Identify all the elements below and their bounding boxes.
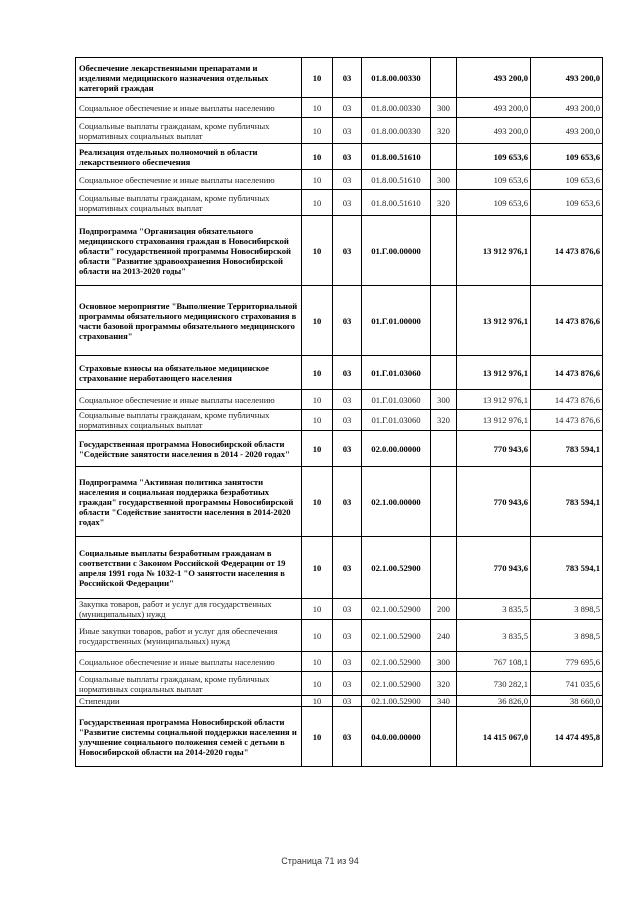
cell-amount-year1: 770 943,6 (457, 431, 531, 467)
table-row (76, 696, 603, 707)
cell-amount-year1: 13 912 976,1 (457, 390, 531, 410)
cell-expense-type: 320 (431, 672, 457, 696)
cell-target-article: 02.1.00.52900 (362, 672, 431, 696)
cell-amount-year1: 770 943,6 (457, 467, 531, 537)
cell-amount-year1: 36 826,0 (457, 696, 531, 707)
cell-section: 10 (302, 672, 333, 696)
cell-expense-type (431, 286, 457, 356)
cell-amount-year1: 493 200,0 (457, 98, 531, 118)
cell-expense-type: 340 (431, 696, 457, 707)
cell-section: 10 (302, 431, 333, 467)
cell-name: Государственная программа Новосибирской области "Содействие занятости населения в 2014 - 2020 годах" (76, 431, 302, 467)
cell-target-article: 02.1.00.52900 (362, 599, 431, 620)
table-row (76, 286, 603, 356)
cell-amount-year1: 109 653,6 (457, 170, 531, 190)
cell-target-article: 01.Г.01.03060 (362, 356, 431, 390)
cell-amount-year1: 3 835,5 (457, 620, 531, 652)
table-body (76, 58, 603, 767)
cell-amount-year1: 493 200,0 (457, 58, 531, 98)
cell-amount-year2: 3 898,5 (531, 599, 603, 620)
table-row (76, 144, 603, 170)
cell-subsection: 03 (333, 431, 362, 467)
cell-target-article: 01.Г.01.03060 (362, 390, 431, 410)
cell-expense-type: 300 (431, 390, 457, 410)
cell-name: Реализация отдельных полномочий в области лекарственного обеспечения (76, 144, 302, 170)
table-row (76, 98, 603, 118)
cell-amount-year1: 730 282,1 (457, 672, 531, 696)
cell-amount-year2: 109 653,6 (531, 190, 603, 216)
cell-name: Социальное обеспечение и иные выплаты населению (76, 652, 302, 672)
cell-expense-type: 240 (431, 620, 457, 652)
cell-expense-type: 300 (431, 652, 457, 672)
cell-subsection: 03 (333, 98, 362, 118)
cell-target-article: 01.8.00.51610 (362, 170, 431, 190)
cell-name: Обеспечение лекарственными препаратами и изделиями медицинского назначения отдельных категорий граждан (76, 58, 302, 98)
cell-expense-type (431, 467, 457, 537)
cell-name: Государственная программа Новосибирской области "Развитие системы социальной поддержки населения и улучшение социального положения семей с детьми в Новосибирской области на 2014-2020 годы" (76, 707, 302, 767)
table-row (76, 216, 603, 286)
cell-expense-type (431, 58, 457, 98)
cell-amount-year2: 38 660,0 (531, 696, 603, 707)
cell-subsection: 03 (333, 356, 362, 390)
cell-expense-type: 300 (431, 170, 457, 190)
cell-target-article: 01.8.00.00330 (362, 118, 431, 144)
cell-amount-year2: 783 594,1 (531, 537, 603, 599)
cell-name: Страховые взносы на обязательное медицинское страхование неработающего населения (76, 356, 302, 390)
cell-name: Социальное обеспечение и иные выплаты населению (76, 98, 302, 118)
cell-name: Иные закупки товаров, работ и услуг для обеспечения государственных (муниципальных) нужд (76, 620, 302, 652)
cell-section: 10 (302, 286, 333, 356)
cell-target-article: 02.1.00.00000 (362, 467, 431, 537)
cell-subsection: 03 (333, 696, 362, 707)
cell-section: 10 (302, 118, 333, 144)
cell-amount-year2: 493 200,0 (531, 98, 603, 118)
cell-target-article: 02.1.00.52900 (362, 696, 431, 707)
table-row (76, 118, 603, 144)
table-row (76, 170, 603, 190)
cell-amount-year2: 783 594,1 (531, 431, 603, 467)
cell-section: 10 (302, 599, 333, 620)
cell-amount-year1: 767 108,1 (457, 652, 531, 672)
page-footer: Страница 71 из 94 (281, 856, 359, 866)
cell-subsection: 03 (333, 190, 362, 216)
table-row (76, 58, 603, 98)
cell-name: Социальное обеспечение и иные выплаты населению (76, 170, 302, 190)
cell-subsection: 03 (333, 390, 362, 410)
cell-subsection: 03 (333, 537, 362, 599)
cell-name: Подпрограмма "Активная политика занятости населения и социальная поддержка безработных граждан" государственной программы Новосибирской области "Содействие занятости населения в 2014-2020 годах" (76, 467, 302, 537)
cell-amount-year1: 3 835,5 (457, 599, 531, 620)
cell-name: Социальные выплаты безработным гражданам в соответствии с Законом Российской Федерации от 19 апреля 1991 года № 1032-1 "О занятости населения в Российской Федерации" (76, 537, 302, 599)
cell-target-article: 01.8.00.51610 (362, 190, 431, 216)
cell-amount-year2: 14 473 876,6 (531, 410, 603, 431)
table-row (76, 620, 603, 652)
cell-section: 10 (302, 356, 333, 390)
cell-name: Социальные выплаты гражданам, кроме публичных нормативных социальных выплат (76, 672, 302, 696)
cell-expense-type (431, 431, 457, 467)
cell-amount-year2: 14 473 876,6 (531, 390, 603, 410)
cell-amount-year1: 13 912 976,1 (457, 286, 531, 356)
cell-section: 10 (302, 652, 333, 672)
cell-target-article: 02.1.00.52900 (362, 620, 431, 652)
table-row (76, 599, 603, 620)
cell-name: Стипендии (76, 696, 302, 707)
cell-target-article: 01.8.00.00330 (362, 58, 431, 98)
cell-target-article: 01.Г.01.00000 (362, 286, 431, 356)
cell-subsection: 03 (333, 58, 362, 98)
cell-amount-year1: 13 912 976,1 (457, 410, 531, 431)
cell-name: Социальные выплаты гражданам, кроме публичных нормативных социальных выплат (76, 118, 302, 144)
cell-amount-year1: 13 912 976,1 (457, 216, 531, 286)
cell-target-article: 02.1.00.52900 (362, 537, 431, 599)
cell-expense-type (431, 356, 457, 390)
cell-subsection: 03 (333, 170, 362, 190)
cell-subsection: 03 (333, 286, 362, 356)
cell-section: 10 (302, 410, 333, 431)
cell-amount-year2: 109 653,6 (531, 170, 603, 190)
cell-amount-year2: 109 653,6 (531, 144, 603, 170)
cell-target-article: 02.1.00.52900 (362, 652, 431, 672)
cell-section: 10 (302, 170, 333, 190)
table-row (76, 707, 603, 767)
cell-subsection: 03 (333, 410, 362, 431)
cell-section: 10 (302, 216, 333, 286)
cell-name: Социальные выплаты гражданам, кроме публичных нормативных социальных выплат (76, 410, 302, 431)
cell-name: Подпрограмма "Организация обязательного медицинского страхования граждан в Новосибирской области" государственной программы Новосибирской области "Развитие здравоохранения Новосибирской области на 2013-2020 годы" (76, 216, 302, 286)
cell-expense-type: 320 (431, 410, 457, 431)
cell-target-article: 01.8.00.00330 (362, 98, 431, 118)
cell-subsection: 03 (333, 216, 362, 286)
table-row (76, 410, 603, 431)
cell-subsection: 03 (333, 118, 362, 144)
cell-name: Закупка товаров, работ и услуг для государственных (муниципальных) нужд (76, 599, 302, 620)
table-row (76, 390, 603, 410)
cell-subsection: 03 (333, 672, 362, 696)
cell-section: 10 (302, 390, 333, 410)
cell-expense-type: 320 (431, 118, 457, 144)
cell-subsection: 03 (333, 652, 362, 672)
cell-amount-year2: 14 473 876,6 (531, 216, 603, 286)
cell-expense-type: 320 (431, 190, 457, 216)
table-row (76, 652, 603, 672)
cell-subsection: 03 (333, 620, 362, 652)
cell-section: 10 (302, 467, 333, 537)
cell-amount-year2: 779 695,6 (531, 652, 603, 672)
cell-subsection: 03 (333, 599, 362, 620)
cell-amount-year1: 13 912 976,1 (457, 356, 531, 390)
cell-target-article: 04.0.00.00000 (362, 707, 431, 767)
cell-expense-type: 300 (431, 98, 457, 118)
cell-target-article: 02.0.00.00000 (362, 431, 431, 467)
cell-section: 10 (302, 190, 333, 216)
cell-name: Социальные выплаты гражданам, кроме публичных нормативных социальных выплат (76, 190, 302, 216)
cell-section: 10 (302, 696, 333, 707)
cell-amount-year1: 493 200,0 (457, 118, 531, 144)
cell-expense-type (431, 144, 457, 170)
cell-amount-year2: 14 473 876,6 (531, 356, 603, 390)
table-row (76, 356, 603, 390)
cell-amount-year2: 783 594,1 (531, 467, 603, 537)
cell-amount-year2: 3 898,5 (531, 620, 603, 652)
cell-subsection: 03 (333, 144, 362, 170)
cell-expense-type (431, 216, 457, 286)
cell-expense-type (431, 537, 457, 599)
cell-amount-year2: 493 200,0 (531, 58, 603, 98)
cell-amount-year1: 109 653,6 (457, 190, 531, 216)
cell-expense-type: 200 (431, 599, 457, 620)
cell-section: 10 (302, 144, 333, 170)
cell-name: Основное мероприятие "Выполнение Территориальной программы обязательного медицинского страхования в части базовой программы обязательного медицинского страхования" (76, 286, 302, 356)
cell-target-article: 01.8.00.51610 (362, 144, 431, 170)
cell-section: 10 (302, 707, 333, 767)
cell-amount-year2: 14 474 495,8 (531, 707, 603, 767)
cell-amount-year2: 14 473 876,6 (531, 286, 603, 356)
cell-section: 10 (302, 620, 333, 652)
budget-table (75, 57, 603, 767)
cell-section: 10 (302, 98, 333, 118)
cell-name: Социальное обеспечение и иные выплаты населению (76, 390, 302, 410)
cell-expense-type (431, 707, 457, 767)
table-row (76, 672, 603, 696)
cell-amount-year2: 741 035,6 (531, 672, 603, 696)
cell-amount-year1: 770 943,6 (457, 537, 531, 599)
cell-subsection: 03 (333, 467, 362, 537)
cell-subsection: 03 (333, 707, 362, 767)
cell-amount-year1: 14 415 067,0 (457, 707, 531, 767)
table-row (76, 431, 603, 467)
cell-target-article: 01.Г.00.00000 (362, 216, 431, 286)
cell-amount-year2: 493 200,0 (531, 118, 603, 144)
table-row (76, 537, 603, 599)
table-row (76, 467, 603, 537)
cell-amount-year1: 109 653,6 (457, 144, 531, 170)
cell-section: 10 (302, 537, 333, 599)
cell-section: 10 (302, 58, 333, 98)
cell-target-article: 01.Г.01.03060 (362, 410, 431, 431)
table-row (76, 190, 603, 216)
